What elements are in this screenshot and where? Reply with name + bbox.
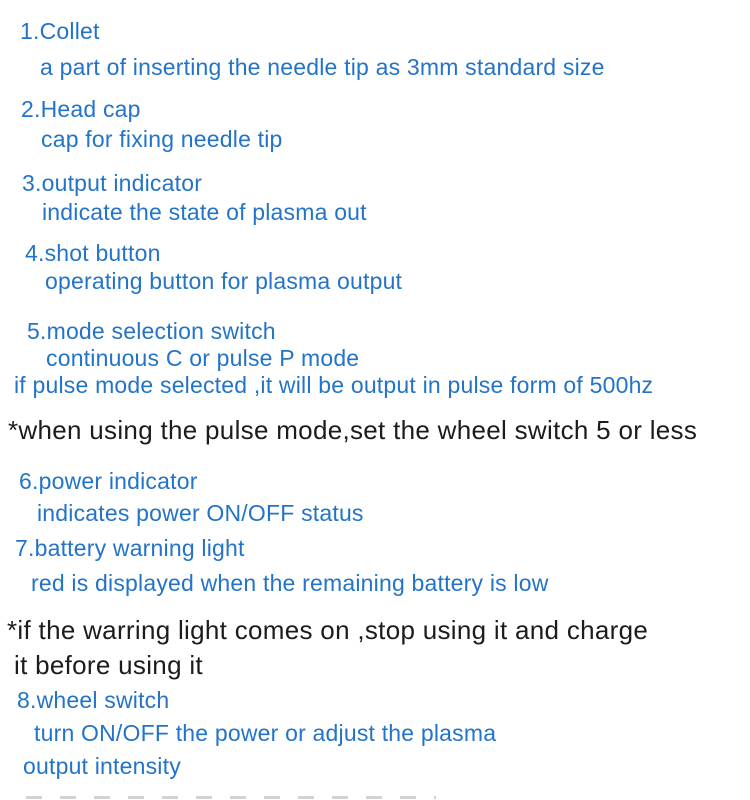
note-pulse-mode: *when using the pulse mode,set the wheel switch 5 or less [8,415,698,445]
item-3-description: indicate the state of plasma out [42,199,367,225]
clipped-next-line-fragment [26,796,436,799]
item-1-description: a part of inserting the needle tip as 3mm standard size [40,54,605,80]
item-8-description: turn ON/OFF the power or adjust the plasma [34,720,497,746]
item-8-description-2: output intensity [23,753,181,779]
item-7-description: red is displayed when the remaining battery is low [31,570,549,596]
note-warning-light-line-2: it before using it [14,650,203,680]
item-2-title: 2.Head cap [21,96,141,122]
item-2-description: cap for fixing needle tip [41,126,283,152]
item-5-description: continuous C or pulse P mode [46,345,360,371]
item-1-title: 1.Collet [20,18,100,44]
item-5-description-2: if pulse mode selected ,it will be output in pulse form of 500hz [14,372,654,398]
item-6-title: 6.power indicator [19,468,198,494]
item-6-description: indicates power ON/OFF status [37,500,364,526]
item-4-description: operating button for plasma output [45,268,403,294]
item-7-title: 7.battery warning light [15,535,245,561]
item-8-title: 8.wheel switch [17,687,170,713]
item-4-title: 4.shot button [25,240,161,266]
item-5-title: 5.mode selection switch [27,318,276,344]
note-warning-light-line-1: *if the warring light comes on ,stop using it and charge [7,615,649,645]
item-3-title: 3.output indicator [22,170,203,196]
